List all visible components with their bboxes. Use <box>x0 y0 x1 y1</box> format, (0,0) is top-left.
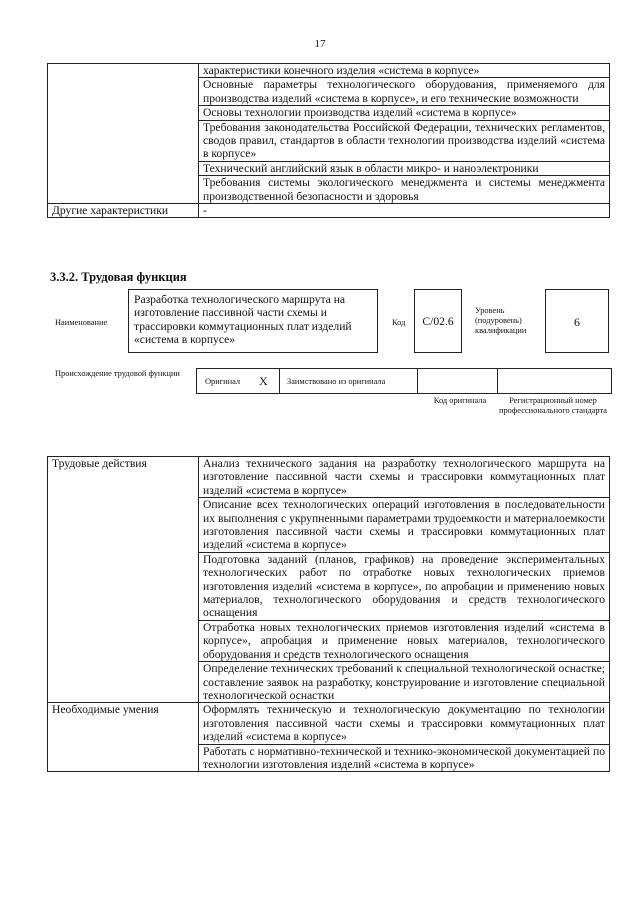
code-value: С/02.6 <box>422 315 454 328</box>
labor-action: Анализ технического задания на разработку технологического маршрута на изготовление пассивной части схемы и трассировки коммутационных плат изделий «система в корпусе» <box>199 457 610 498</box>
labor-action: Определение технических требований к специальной технологической оснастке; составление заявок на разработку, конструирование и изготовление специальной технологической оснастки <box>199 662 610 703</box>
knowledge-item: Требования системы экологического менеджмента и системы менеджмента производственной безопасности и здоровья <box>199 176 610 204</box>
knowledge-item: Требования законодательства Российской Федерации, технических регламентов, сводов правил, стандартов в области технологии производства изделий «система в корпусе» <box>199 120 610 161</box>
borrowed-label: Заимствовано из оригинала <box>287 377 386 386</box>
code-label: Код <box>392 318 406 327</box>
registration-number-caption: Регистрационный номер профессионального стандарта <box>499 396 607 415</box>
section-title: 3.3.2. Трудовая функция <box>50 270 187 284</box>
other-characteristics-value: - <box>199 204 610 218</box>
function-name-box <box>128 289 378 353</box>
table-cell-label <box>48 64 199 204</box>
code-original-caption: Код оригинала <box>433 396 487 405</box>
knowledge-item: Технический английский язык в области микро- и наноэлектроники <box>199 161 610 175</box>
original-label: Оригинал <box>205 377 241 386</box>
divider <box>279 369 280 393</box>
original-mark: X <box>259 374 268 388</box>
labor-action: Отработка новых технологических приемов изготовления изделий «система в корпусе», апробация и применение новых материалов, технологического оборудования и средств технологического оснащения <box>199 620 610 661</box>
divider <box>497 369 498 393</box>
page-number: 17 <box>314 38 326 50</box>
level-box <box>545 289 609 353</box>
table-row <box>48 457 610 498</box>
labor-action: Подготовка заданий (планов, графиков) на проведение экспериментальных технологических работ по отработке новых технологических приемов изготовления изделий «система в корпусе», по апробации и применению новых материалов, технологического оборудования и средств технологического оснащения <box>199 552 610 620</box>
code-box <box>414 289 462 353</box>
knowledge-table <box>47 63 610 218</box>
origin-label: Происхождение трудовой функции <box>55 369 180 378</box>
origin-row <box>196 368 612 394</box>
name-label: Наименование <box>55 318 108 327</box>
required-skill: Работать с нормативно-технической и технико-экономической документацией по технологии изготовления изделий «система в корпусе» <box>199 744 610 772</box>
required-skill: Оформлять техническую и технологическую документацию по технологии изготовления пассивной части схемы и трассировки коммутационных плат изделий «система в корпусе» <box>199 703 610 744</box>
labor-function-table <box>47 456 610 772</box>
table-row <box>48 703 610 744</box>
required-skills-label: Необходимые умения <box>48 703 199 772</box>
table-row <box>48 204 610 218</box>
labor-actions-label: Трудовые действия <box>48 457 199 703</box>
knowledge-item: Основы технологии производства изделий «система в корпусе» <box>199 106 610 120</box>
knowledge-item: характеристики конечного изделия «система в корпусе» <box>199 64 610 78</box>
knowledge-item: Основные параметры технологического оборудования, применяемого для производства изделий «система в корпусе», и его технические возможности <box>199 78 610 106</box>
labor-action: Описание всех технологических операций изготовления в последовательности их выполнения с укрупненными параметрами трудоемкости и материалоемкости изготовления пассивной части схемы и трассировки коммутационных плат изделий «система в корпусе» <box>199 498 610 553</box>
function-name: Разработка технологического маршрута на изготовление пассивной части схемы и трассировки коммутационных плат изделий «система в корпусе» <box>134 293 352 347</box>
level-value: 6 <box>574 315 580 329</box>
qualification-level-label: Уровень (подуровень) квалификации <box>475 306 527 335</box>
divider <box>417 369 418 393</box>
table-row <box>48 64 610 78</box>
other-characteristics-label: Другие характеристики <box>48 204 199 218</box>
